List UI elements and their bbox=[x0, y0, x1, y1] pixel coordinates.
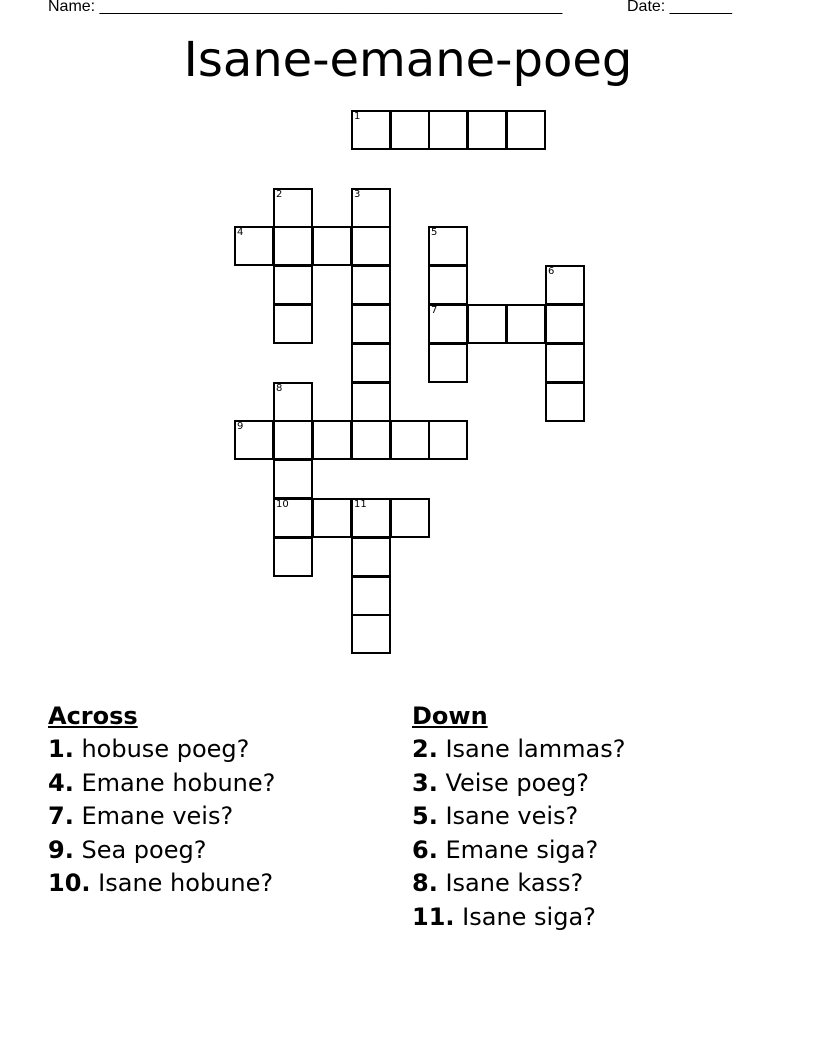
clue-number: 3. bbox=[412, 768, 438, 797]
grid-cell[interactable] bbox=[351, 537, 391, 577]
cell-number: 9 bbox=[237, 421, 244, 432]
clue-down-8 bbox=[412, 867, 772, 901]
clue-text: Isane veis? bbox=[445, 802, 579, 830]
grid-cell[interactable] bbox=[351, 188, 391, 228]
grid-cell[interactable] bbox=[545, 382, 585, 422]
clue-number: 11. bbox=[412, 902, 455, 931]
grid-cell[interactable] bbox=[428, 343, 468, 383]
clue-across-10 bbox=[48, 867, 388, 901]
grid-cell[interactable] bbox=[351, 576, 391, 616]
grid-cell[interactable] bbox=[351, 226, 391, 266]
clue-text: Isane kass? bbox=[445, 869, 584, 897]
clue-text: Veise poeg? bbox=[445, 768, 590, 797]
date-field-label: Date: _______ bbox=[627, 0, 732, 15]
down-clues bbox=[412, 700, 772, 934]
grid-cell[interactable] bbox=[506, 110, 546, 150]
grid-cell[interactable] bbox=[273, 382, 313, 422]
grid-cell[interactable] bbox=[428, 226, 468, 266]
clue-number: 4. bbox=[48, 768, 74, 797]
grid-cell[interactable] bbox=[273, 188, 313, 228]
grid-cell[interactable] bbox=[234, 420, 274, 460]
clue-across-9 bbox=[48, 834, 388, 868]
grid-cell[interactable] bbox=[428, 265, 468, 305]
cell-number: 7 bbox=[431, 305, 438, 316]
grid-cell[interactable] bbox=[506, 304, 546, 344]
page-title: Isane-emane-poeg bbox=[183, 32, 633, 88]
grid-cell[interactable] bbox=[351, 498, 391, 538]
name-field-label: Name: ____________________________________________________ bbox=[48, 0, 563, 15]
cell-number: 6 bbox=[548, 266, 555, 277]
clue-across-7 bbox=[48, 800, 388, 834]
grid-cell[interactable] bbox=[390, 498, 430, 538]
grid-cell[interactable] bbox=[467, 110, 507, 150]
clue-number: 7. bbox=[48, 802, 74, 830]
grid-cell[interactable] bbox=[390, 110, 430, 150]
grid-cell[interactable] bbox=[428, 420, 468, 460]
cell-number: 1 bbox=[354, 111, 361, 122]
grid-cell[interactable] bbox=[545, 304, 585, 344]
grid-cell[interactable] bbox=[312, 420, 352, 460]
clue-down-3 bbox=[412, 767, 772, 801]
across-heading: Across bbox=[48, 702, 138, 730]
clue-text: Emane veis? bbox=[81, 802, 234, 830]
grid-cell[interactable] bbox=[273, 420, 313, 460]
grid-cell[interactable] bbox=[428, 110, 468, 150]
grid-cell[interactable] bbox=[351, 420, 391, 460]
clue-text: Sea poeg? bbox=[81, 835, 207, 864]
grid-cell[interactable] bbox=[351, 343, 391, 383]
grid-cell[interactable] bbox=[273, 265, 313, 305]
cell-number: 3 bbox=[354, 189, 361, 200]
clue-text: Isane lammas? bbox=[445, 735, 626, 763]
clue-number: 2. bbox=[412, 735, 438, 763]
clue-text: Isane hobune? bbox=[98, 869, 274, 897]
grid-cell[interactable] bbox=[273, 459, 313, 499]
clue-text: Emane siga? bbox=[445, 835, 599, 864]
grid-cell[interactable] bbox=[351, 110, 391, 150]
grid-cell[interactable] bbox=[234, 226, 274, 266]
clue-across-1 bbox=[48, 733, 388, 767]
clue-across-4 bbox=[48, 767, 388, 801]
grid-cell[interactable] bbox=[273, 537, 313, 577]
clue-number: 10. bbox=[48, 869, 91, 897]
clue-number: 6. bbox=[412, 835, 438, 864]
cell-number: 8 bbox=[276, 383, 283, 394]
grid-cell[interactable] bbox=[273, 498, 313, 538]
grid-cell[interactable] bbox=[273, 304, 313, 344]
clue-down-2 bbox=[412, 733, 772, 767]
cell-number: 11 bbox=[354, 499, 367, 510]
grid-cell[interactable] bbox=[351, 614, 391, 654]
cell-number: 4 bbox=[237, 227, 244, 238]
clue-number: 8. bbox=[412, 869, 438, 897]
clue-text: Emane hobune? bbox=[81, 768, 276, 797]
grid-cell[interactable] bbox=[351, 382, 391, 422]
clue-text: hobuse poeg? bbox=[81, 735, 250, 763]
cell-number: 10 bbox=[276, 499, 289, 510]
clue-number: 5. bbox=[412, 802, 438, 830]
across-clues bbox=[48, 700, 388, 901]
clue-down-5 bbox=[412, 800, 772, 834]
clue-number: 1. bbox=[48, 735, 74, 763]
clue-text: Isane siga? bbox=[462, 902, 596, 931]
grid-cell[interactable] bbox=[312, 226, 352, 266]
grid-cell[interactable] bbox=[467, 304, 507, 344]
cell-number: 2 bbox=[276, 189, 283, 200]
grid-cell[interactable] bbox=[273, 226, 313, 266]
clue-down-11 bbox=[412, 901, 772, 935]
down-heading: Down bbox=[412, 702, 488, 730]
grid-cell[interactable] bbox=[545, 343, 585, 383]
clue-down-6 bbox=[412, 834, 772, 868]
grid-cell[interactable] bbox=[545, 265, 585, 305]
grid-cell[interactable] bbox=[351, 304, 391, 344]
grid-cell[interactable] bbox=[390, 420, 430, 460]
clue-number: 9. bbox=[48, 835, 74, 864]
cell-number: 5 bbox=[431, 227, 438, 238]
grid-cell[interactable] bbox=[351, 265, 391, 305]
grid-cell[interactable] bbox=[428, 304, 468, 344]
grid-cell[interactable] bbox=[312, 498, 352, 538]
